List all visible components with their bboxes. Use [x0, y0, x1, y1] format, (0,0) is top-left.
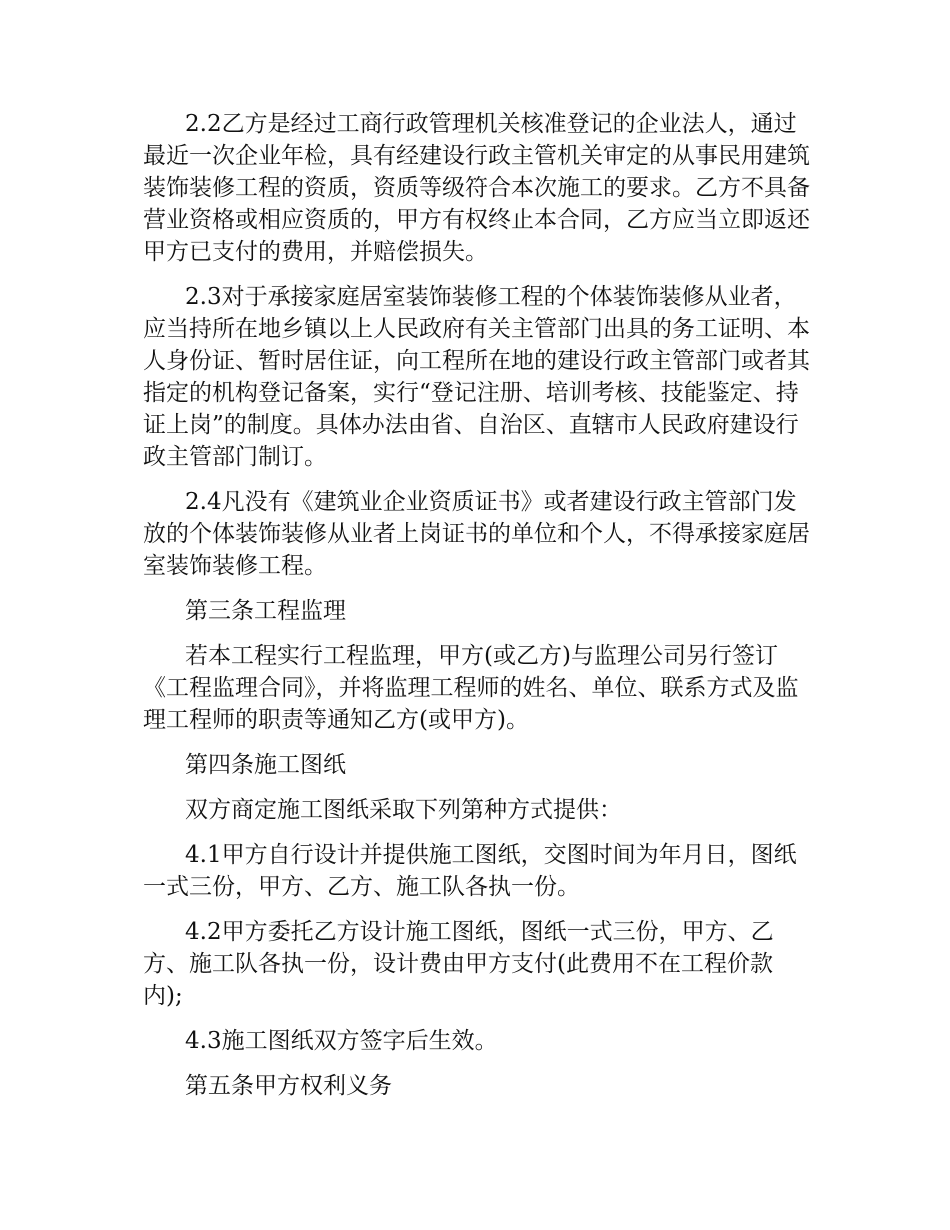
paragraph-clause-2-3: 2.3对于承接家庭居室装饰装修工程的个体装饰装修从业者，应当持所在地乡镇以上人民政府有关主管部门出具的务工证明、本人身份证、暂时居住证，向工程所在地的建设行政主管部门或者其指定的机构登记备案，实行“登记注册、培训考核、技能鉴定、持证上岗”的制度。具体办法由省、自治区、直辖市人民政府建设行政主管部门制订。 [143, 284, 810, 470]
paragraph-article-3-body: 若本工程实行工程监理，甲方(或乙方)与监理公司另行签订《工程监理合同》，并将监理工程师的姓名、单位、联系方式及监理工程师的职责等通知乙方(或甲方)。 [143, 643, 799, 733]
heading-article-3: 第三条工程监理 [185, 598, 346, 624]
paragraph-clause-2-4: 2.4凡没有《建筑业企业资质证书》或者建设行政主管部门发放的个体装饰装修从业者上岗证书的单位和个人，不得承接家庭居室装饰装修工程。 [143, 489, 810, 579]
paragraph-article-4-intro: 双方商定施工图纸采取下列第种方式提供： [185, 797, 622, 823]
document-body [143, 108, 811, 1115]
paragraph-clause-4-2: 4.2甲方委托乙方设计施工图纸，图纸一式三份，甲方、乙方、施工队各执一份，设计费由甲方支付(此费用不在工程价款内); [143, 919, 774, 1009]
heading-article-4: 第四条施工图纸 [185, 752, 346, 778]
paragraph-clause-4-1: 4.1甲方自行设计并提供施工图纸，交图时间为年月日，图纸一式三份，甲方、乙方、施工队各执一份。 [143, 842, 797, 900]
paragraph-clause-4-3: 4.3施工图纸双方签字后生效。 [185, 1028, 498, 1054]
paragraph-clause-2-2: 2.2乙方是经过工商行政管理机关核准登记的企业法人，通过最近一次企业年检，具有经建设行政主管机关审定的从事民用建筑装饰装修工程的资质，资质等级符合本次施工的要求。乙方不具备营业资格或相应资质的，甲方有权终止本合同，乙方应当立即返还甲方已支付的费用，并赔偿损失。 [143, 111, 810, 265]
heading-article-5: 第五条甲方权利义务 [185, 1073, 392, 1099]
